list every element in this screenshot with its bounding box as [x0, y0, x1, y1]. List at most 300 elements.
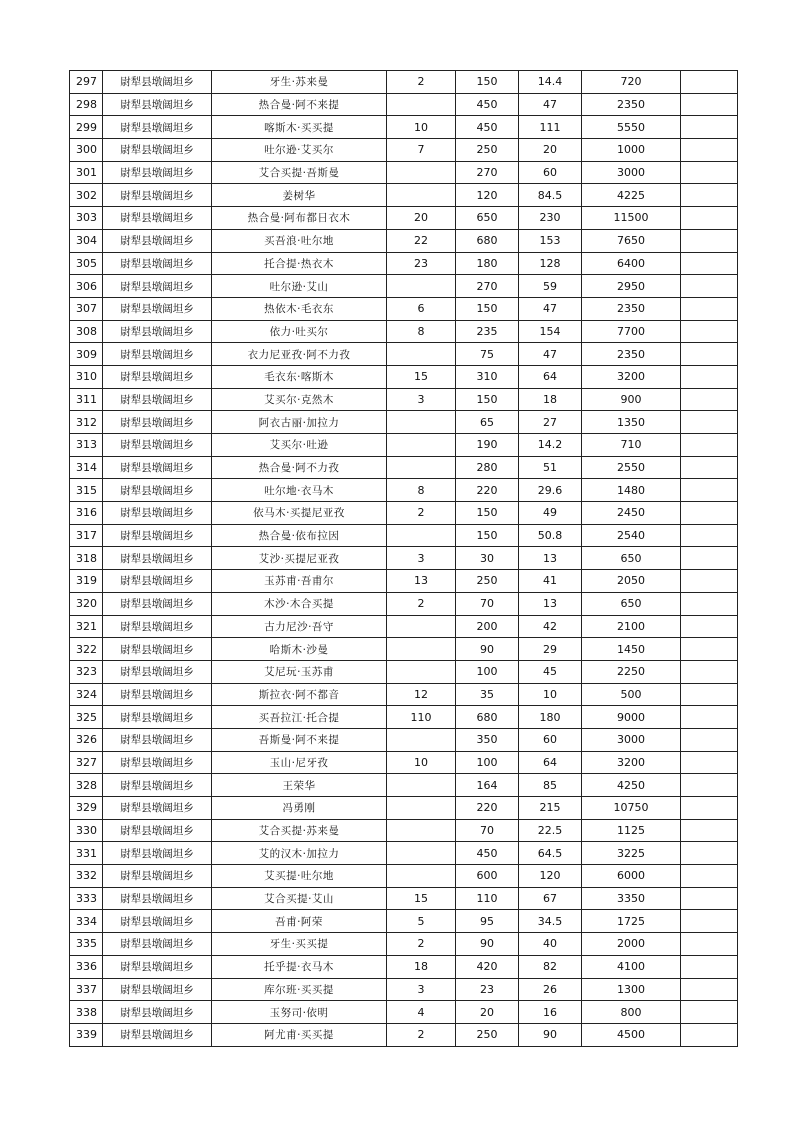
- quantity-cell: 200: [456, 615, 519, 638]
- total-cell: 6400: [582, 252, 681, 275]
- name-cell: 吐尔地·衣马木: [212, 479, 387, 502]
- amount-cell: 29: [519, 638, 582, 661]
- name-cell: 玉努司·依明: [212, 1001, 387, 1024]
- total-cell: 1450: [582, 638, 681, 661]
- amount-cell: 67: [519, 887, 582, 910]
- amount-cell: 60: [519, 728, 582, 751]
- count-cell: [387, 343, 456, 366]
- area-cell: 尉犁县墩阔坦乡: [103, 139, 212, 162]
- count-cell: [387, 797, 456, 820]
- name-cell: 热合曼·依布拉因: [212, 524, 387, 547]
- row-number-cell: 307: [70, 297, 103, 320]
- row-number-cell: 301: [70, 161, 103, 184]
- quantity-cell: 270: [456, 275, 519, 298]
- count-cell: [387, 184, 456, 207]
- quantity-cell: 450: [456, 842, 519, 865]
- row-number-cell: 305: [70, 252, 103, 275]
- area-cell: 尉犁县墩阔坦乡: [103, 865, 212, 888]
- total-cell: 720: [582, 71, 681, 94]
- quantity-cell: 150: [456, 502, 519, 525]
- quantity-cell: 270: [456, 161, 519, 184]
- remark-cell: [681, 706, 738, 729]
- total-cell: 1725: [582, 910, 681, 933]
- quantity-cell: 680: [456, 706, 519, 729]
- row-number-cell: 316: [70, 502, 103, 525]
- table-row: [70, 252, 738, 275]
- table-row: [70, 592, 738, 615]
- remark-cell: [681, 479, 738, 502]
- row-number-cell: 326: [70, 728, 103, 751]
- remark-cell: [681, 592, 738, 615]
- quantity-cell: 180: [456, 252, 519, 275]
- count-cell: 10: [387, 116, 456, 139]
- area-cell: 尉犁县墩阔坦乡: [103, 320, 212, 343]
- quantity-cell: 35: [456, 683, 519, 706]
- amount-cell: 128: [519, 252, 582, 275]
- total-cell: 2350: [582, 93, 681, 116]
- count-cell: 15: [387, 365, 456, 388]
- remark-cell: [681, 933, 738, 956]
- remark-cell: [681, 638, 738, 661]
- row-number-cell: 331: [70, 842, 103, 865]
- area-cell: 尉犁县墩阔坦乡: [103, 615, 212, 638]
- row-number-cell: 302: [70, 184, 103, 207]
- area-cell: 尉犁县墩阔坦乡: [103, 479, 212, 502]
- amount-cell: 13: [519, 592, 582, 615]
- remark-cell: [681, 797, 738, 820]
- name-cell: 依力·吐买尔: [212, 320, 387, 343]
- remark-cell: [681, 660, 738, 683]
- remark-cell: [681, 252, 738, 275]
- area-cell: 尉犁县墩阔坦乡: [103, 388, 212, 411]
- quantity-cell: 250: [456, 1023, 519, 1046]
- row-number-cell: 317: [70, 524, 103, 547]
- name-cell: 玉山·尼牙孜: [212, 751, 387, 774]
- row-number-cell: 338: [70, 1001, 103, 1024]
- quantity-cell: 65: [456, 411, 519, 434]
- name-cell: 艾买提·吐尔地: [212, 865, 387, 888]
- row-number-cell: 300: [70, 139, 103, 162]
- area-cell: 尉犁县墩阔坦乡: [103, 887, 212, 910]
- area-cell: 尉犁县墩阔坦乡: [103, 207, 212, 230]
- name-cell: 牙生·买买提: [212, 933, 387, 956]
- quantity-cell: 220: [456, 479, 519, 502]
- amount-cell: 84.5: [519, 184, 582, 207]
- table-row: [70, 116, 738, 139]
- name-cell: 买吾拉江·托合提: [212, 706, 387, 729]
- count-cell: 20: [387, 207, 456, 230]
- name-cell: 热合曼·阿不来提: [212, 93, 387, 116]
- quantity-cell: 164: [456, 774, 519, 797]
- name-cell: 衣力尼亚孜·阿不力孜: [212, 343, 387, 366]
- name-cell: 吐尔逊·艾山: [212, 275, 387, 298]
- row-number-cell: 328: [70, 774, 103, 797]
- area-cell: 尉犁县墩阔坦乡: [103, 456, 212, 479]
- count-cell: 3: [387, 547, 456, 570]
- table-row: [70, 547, 738, 570]
- quantity-cell: 30: [456, 547, 519, 570]
- count-cell: 8: [387, 479, 456, 502]
- name-cell: 艾买尔·克然木: [212, 388, 387, 411]
- remark-cell: [681, 978, 738, 1001]
- name-cell: 毛衣东·喀斯木: [212, 365, 387, 388]
- quantity-cell: 20: [456, 1001, 519, 1024]
- quantity-cell: 280: [456, 456, 519, 479]
- table-row: [70, 524, 738, 547]
- amount-cell: 40: [519, 933, 582, 956]
- area-cell: 尉犁县墩阔坦乡: [103, 524, 212, 547]
- total-cell: 2550: [582, 456, 681, 479]
- area-cell: 尉犁县墩阔坦乡: [103, 797, 212, 820]
- quantity-cell: 75: [456, 343, 519, 366]
- count-cell: [387, 842, 456, 865]
- quantity-cell: 150: [456, 297, 519, 320]
- row-number-cell: 304: [70, 229, 103, 252]
- row-number-cell: 318: [70, 547, 103, 570]
- area-cell: 尉犁县墩阔坦乡: [103, 819, 212, 842]
- total-cell: 1300: [582, 978, 681, 1001]
- quantity-cell: 220: [456, 797, 519, 820]
- table-row: [70, 207, 738, 230]
- total-cell: 9000: [582, 706, 681, 729]
- name-cell: 吾斯曼·阿不来提: [212, 728, 387, 751]
- quantity-cell: 90: [456, 638, 519, 661]
- remark-cell: [681, 388, 738, 411]
- table-row: [70, 978, 738, 1001]
- table-row: [70, 887, 738, 910]
- table-row: [70, 71, 738, 94]
- total-cell: 7650: [582, 229, 681, 252]
- area-cell: 尉犁县墩阔坦乡: [103, 638, 212, 661]
- quantity-cell: 100: [456, 751, 519, 774]
- total-cell: 1350: [582, 411, 681, 434]
- amount-cell: 34.5: [519, 910, 582, 933]
- area-cell: 尉犁县墩阔坦乡: [103, 910, 212, 933]
- row-number-cell: 334: [70, 910, 103, 933]
- row-number-cell: 315: [70, 479, 103, 502]
- total-cell: 3000: [582, 161, 681, 184]
- amount-cell: 64: [519, 365, 582, 388]
- area-cell: 尉犁县墩阔坦乡: [103, 93, 212, 116]
- row-number-cell: 314: [70, 456, 103, 479]
- count-cell: 2: [387, 502, 456, 525]
- table-row: [70, 479, 738, 502]
- data-table: [69, 70, 738, 1047]
- remark-cell: [681, 275, 738, 298]
- name-cell: 哈斯木·沙曼: [212, 638, 387, 661]
- count-cell: 15: [387, 887, 456, 910]
- quantity-cell: 90: [456, 933, 519, 956]
- table-row: [70, 343, 738, 366]
- row-number-cell: 312: [70, 411, 103, 434]
- quantity-cell: 450: [456, 116, 519, 139]
- table-row: [70, 456, 738, 479]
- table-row: [70, 933, 738, 956]
- count-cell: [387, 93, 456, 116]
- total-cell: 4225: [582, 184, 681, 207]
- quantity-cell: 235: [456, 320, 519, 343]
- count-cell: [387, 728, 456, 751]
- row-number-cell: 336: [70, 955, 103, 978]
- count-cell: 8: [387, 320, 456, 343]
- count-cell: 5: [387, 910, 456, 933]
- amount-cell: 64: [519, 751, 582, 774]
- name-cell: 玉苏甫·吾甫尔: [212, 570, 387, 593]
- area-cell: 尉犁县墩阔坦乡: [103, 592, 212, 615]
- area-cell: 尉犁县墩阔坦乡: [103, 365, 212, 388]
- table-row: [70, 161, 738, 184]
- area-cell: 尉犁县墩阔坦乡: [103, 161, 212, 184]
- count-cell: 13: [387, 570, 456, 593]
- table-row: [70, 615, 738, 638]
- remark-cell: [681, 161, 738, 184]
- name-cell: 托合提·热衣木: [212, 252, 387, 275]
- total-cell: 2950: [582, 275, 681, 298]
- name-cell: 古力尼沙·吾守: [212, 615, 387, 638]
- name-cell: 买吾浪·吐尔地: [212, 229, 387, 252]
- remark-cell: [681, 93, 738, 116]
- name-cell: 艾合买提·苏来曼: [212, 819, 387, 842]
- quantity-cell: 420: [456, 955, 519, 978]
- quantity-cell: 650: [456, 207, 519, 230]
- total-cell: 2450: [582, 502, 681, 525]
- table-row: [70, 388, 738, 411]
- name-cell: 木沙·木合买提: [212, 592, 387, 615]
- remark-cell: [681, 842, 738, 865]
- count-cell: [387, 161, 456, 184]
- row-number-cell: 297: [70, 71, 103, 94]
- total-cell: 900: [582, 388, 681, 411]
- amount-cell: 14.2: [519, 434, 582, 457]
- row-number-cell: 337: [70, 978, 103, 1001]
- area-cell: 尉犁县墩阔坦乡: [103, 774, 212, 797]
- name-cell: 吐尔逊·艾买尔: [212, 139, 387, 162]
- count-cell: [387, 456, 456, 479]
- row-number-cell: 339: [70, 1023, 103, 1046]
- quantity-cell: 250: [456, 139, 519, 162]
- amount-cell: 14.4: [519, 71, 582, 94]
- quantity-cell: 70: [456, 592, 519, 615]
- quantity-cell: 150: [456, 524, 519, 547]
- amount-cell: 10: [519, 683, 582, 706]
- quantity-cell: 95: [456, 910, 519, 933]
- remark-cell: [681, 320, 738, 343]
- amount-cell: 22.5: [519, 819, 582, 842]
- area-cell: 尉犁县墩阔坦乡: [103, 728, 212, 751]
- count-cell: [387, 774, 456, 797]
- amount-cell: 42: [519, 615, 582, 638]
- table-row: [70, 275, 738, 298]
- area-cell: 尉犁县墩阔坦乡: [103, 71, 212, 94]
- area-cell: 尉犁县墩阔坦乡: [103, 411, 212, 434]
- row-number-cell: 298: [70, 93, 103, 116]
- remark-cell: [681, 774, 738, 797]
- quantity-cell: 70: [456, 819, 519, 842]
- name-cell: 牙生·苏来曼: [212, 71, 387, 94]
- quantity-cell: 120: [456, 184, 519, 207]
- area-cell: 尉犁县墩阔坦乡: [103, 229, 212, 252]
- area-cell: 尉犁县墩阔坦乡: [103, 683, 212, 706]
- amount-cell: 45: [519, 660, 582, 683]
- amount-cell: 154: [519, 320, 582, 343]
- area-cell: 尉犁县墩阔坦乡: [103, 502, 212, 525]
- total-cell: 2350: [582, 343, 681, 366]
- total-cell: 3200: [582, 751, 681, 774]
- remark-cell: [681, 207, 738, 230]
- row-number-cell: 322: [70, 638, 103, 661]
- quantity-cell: 600: [456, 865, 519, 888]
- total-cell: 5550: [582, 116, 681, 139]
- total-cell: 500: [582, 683, 681, 706]
- table-row: [70, 842, 738, 865]
- row-number-cell: 299: [70, 116, 103, 139]
- table-row: [70, 365, 738, 388]
- table-row: [70, 184, 738, 207]
- amount-cell: 180: [519, 706, 582, 729]
- quantity-cell: 100: [456, 660, 519, 683]
- area-cell: 尉犁县墩阔坦乡: [103, 955, 212, 978]
- name-cell: 热合曼·阿不力孜: [212, 456, 387, 479]
- amount-cell: 51: [519, 456, 582, 479]
- total-cell: 2540: [582, 524, 681, 547]
- remark-cell: [681, 570, 738, 593]
- name-cell: 艾买尔·吐逊: [212, 434, 387, 457]
- total-cell: 800: [582, 1001, 681, 1024]
- area-cell: 尉犁县墩阔坦乡: [103, 1001, 212, 1024]
- name-cell: 库尔班·买买提: [212, 978, 387, 1001]
- table-row: [70, 706, 738, 729]
- total-cell: 650: [582, 592, 681, 615]
- amount-cell: 230: [519, 207, 582, 230]
- count-cell: [387, 275, 456, 298]
- total-cell: 2250: [582, 660, 681, 683]
- table-row: [70, 434, 738, 457]
- amount-cell: 41: [519, 570, 582, 593]
- area-cell: 尉犁县墩阔坦乡: [103, 116, 212, 139]
- remark-cell: [681, 1001, 738, 1024]
- name-cell: 艾合买提·艾山: [212, 887, 387, 910]
- area-cell: 尉犁县墩阔坦乡: [103, 252, 212, 275]
- area-cell: 尉犁县墩阔坦乡: [103, 978, 212, 1001]
- area-cell: 尉犁县墩阔坦乡: [103, 570, 212, 593]
- amount-cell: 47: [519, 297, 582, 320]
- row-number-cell: 311: [70, 388, 103, 411]
- count-cell: 7: [387, 139, 456, 162]
- quantity-cell: 150: [456, 71, 519, 94]
- row-number-cell: 313: [70, 434, 103, 457]
- table-row: [70, 229, 738, 252]
- count-cell: [387, 865, 456, 888]
- total-cell: 2050: [582, 570, 681, 593]
- area-cell: 尉犁县墩阔坦乡: [103, 660, 212, 683]
- row-number-cell: 309: [70, 343, 103, 366]
- total-cell: 3350: [582, 887, 681, 910]
- remark-cell: [681, 502, 738, 525]
- remark-cell: [681, 297, 738, 320]
- total-cell: 1125: [582, 819, 681, 842]
- quantity-cell: 250: [456, 570, 519, 593]
- row-number-cell: 333: [70, 887, 103, 910]
- row-number-cell: 329: [70, 797, 103, 820]
- quantity-cell: 310: [456, 365, 519, 388]
- table-row: [70, 502, 738, 525]
- amount-cell: 85: [519, 774, 582, 797]
- row-number-cell: 327: [70, 751, 103, 774]
- table-body: [70, 71, 738, 1047]
- area-cell: 尉犁县墩阔坦乡: [103, 184, 212, 207]
- total-cell: 11500: [582, 207, 681, 230]
- amount-cell: 13: [519, 547, 582, 570]
- count-cell: [387, 434, 456, 457]
- count-cell: 110: [387, 706, 456, 729]
- amount-cell: 215: [519, 797, 582, 820]
- remark-cell: [681, 955, 738, 978]
- table-row: [70, 728, 738, 751]
- remark-cell: [681, 434, 738, 457]
- name-cell: 艾合买提·吾斯曼: [212, 161, 387, 184]
- count-cell: [387, 524, 456, 547]
- amount-cell: 90: [519, 1023, 582, 1046]
- table-row: [70, 570, 738, 593]
- quantity-cell: 450: [456, 93, 519, 116]
- name-cell: 喀斯木·买买提: [212, 116, 387, 139]
- count-cell: 2: [387, 1023, 456, 1046]
- area-cell: 尉犁县墩阔坦乡: [103, 751, 212, 774]
- total-cell: 6000: [582, 865, 681, 888]
- table-row: [70, 638, 738, 661]
- remark-cell: [681, 887, 738, 910]
- total-cell: 3225: [582, 842, 681, 865]
- quantity-cell: 190: [456, 434, 519, 457]
- amount-cell: 49: [519, 502, 582, 525]
- count-cell: 22: [387, 229, 456, 252]
- table-row: [70, 139, 738, 162]
- remark-cell: [681, 1023, 738, 1046]
- amount-cell: 50.8: [519, 524, 582, 547]
- name-cell: 阿衣古丽·加拉力: [212, 411, 387, 434]
- table-row: [70, 93, 738, 116]
- table-row: [70, 1023, 738, 1046]
- remark-cell: [681, 229, 738, 252]
- name-cell: 热依木·毛衣东: [212, 297, 387, 320]
- quantity-cell: 680: [456, 229, 519, 252]
- name-cell: 姜树华: [212, 184, 387, 207]
- total-cell: 10750: [582, 797, 681, 820]
- table-row: [70, 320, 738, 343]
- amount-cell: 18: [519, 388, 582, 411]
- remark-cell: [681, 411, 738, 434]
- name-cell: 热合曼·阿布都日衣木: [212, 207, 387, 230]
- total-cell: 4500: [582, 1023, 681, 1046]
- name-cell: 斯拉衣·阿不都音: [212, 683, 387, 706]
- area-cell: 尉犁县墩阔坦乡: [103, 343, 212, 366]
- total-cell: 2350: [582, 297, 681, 320]
- amount-cell: 82: [519, 955, 582, 978]
- row-number-cell: 330: [70, 819, 103, 842]
- remark-cell: [681, 547, 738, 570]
- table-row: [70, 774, 738, 797]
- name-cell: 依马木·买提尼亚孜: [212, 502, 387, 525]
- count-cell: 18: [387, 955, 456, 978]
- quantity-cell: 23: [456, 978, 519, 1001]
- area-cell: 尉犁县墩阔坦乡: [103, 434, 212, 457]
- count-cell: [387, 660, 456, 683]
- amount-cell: 59: [519, 275, 582, 298]
- remark-cell: [681, 728, 738, 751]
- remark-cell: [681, 865, 738, 888]
- total-cell: 4250: [582, 774, 681, 797]
- count-cell: [387, 615, 456, 638]
